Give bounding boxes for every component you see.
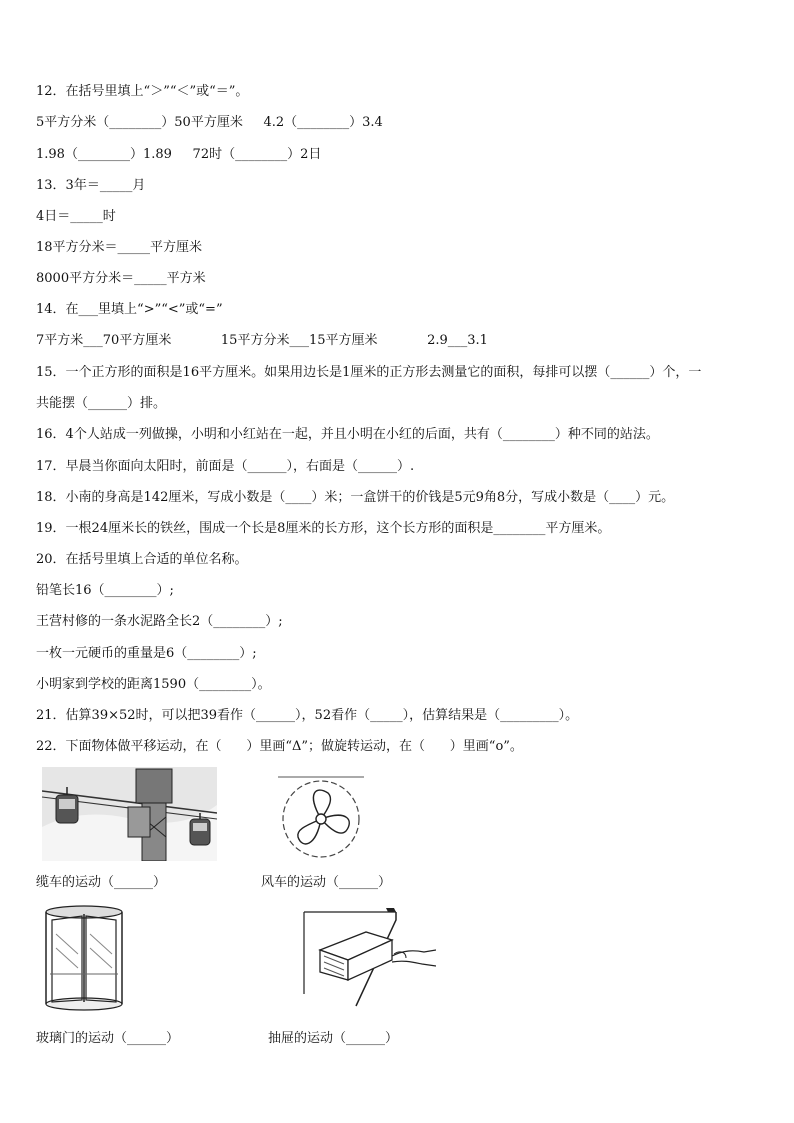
question-line-13b: 18平方分米＝_____平方厘米 [36, 240, 203, 255]
drawer-caption: 抽屉的运动（______） [268, 1031, 399, 1046]
question-line-14: 14．在___里填上“>”“<”或“=” [36, 302, 223, 317]
question-line-15: 15．一个正方形的面积是16平方厘米。如果用边长是1厘米的正方形去测量它的面积，每排可以摆（______）个，一 [36, 365, 702, 380]
question-line-19: 19．一根24厘米长的铁丝，围成一个长是8厘米的长方形，这个长方形的面积是________平方厘米。 [36, 521, 611, 536]
question-line-17: 17．早晨当你面向太阳时，前面是（______），右面是（______）. [36, 459, 415, 474]
question-line-20c: 一枚一元硬币的重量是6（________）; [36, 646, 257, 661]
question-line-12: 12．在括号里填上“＞”“＜”或“＝”。 [36, 84, 249, 99]
glass-door-image [42, 904, 126, 1012]
question-line-13a: 4日＝_____时 [36, 209, 116, 224]
question-line-20: 20．在括号里填上合适的单位名称。 [36, 552, 248, 567]
cable-car-caption: 缆车的运动（______） [36, 875, 167, 890]
glass-door-caption: 玻璃门的运动（______） [36, 1031, 180, 1046]
question-line-21: 21．估算39×52时，可以把39看作（______），52看作（_____），估算结果是（_________）。 [36, 708, 579, 723]
question-line-12b: 1.98（________）1.89 72时（________）2日 [36, 147, 322, 162]
windmill-image [276, 773, 366, 863]
question-line-20d: 小明家到学校的距离1590（________）。 [36, 677, 271, 692]
question-line-12a: 5平方分米（________）50平方厘米 4.2（________）3.4 [36, 115, 383, 130]
drawer-image [296, 906, 436, 1010]
windmill-caption: 风车的运动（______） [261, 875, 392, 890]
question-line-18: 18．小南的身高是142厘米，写成小数是（____）米；一盒饼干的价钱是5元9角8分，写成小数是（____）元。 [36, 490, 675, 505]
question-line-22: 22．下面物体做平移运动，在（ ）里画“Δ”；做旋转运动，在（ ）里画“о”。 [36, 739, 523, 754]
cable-car-image [42, 767, 217, 861]
question-line-20b: 王营村修的一条水泥路全长2（________）; [36, 614, 283, 629]
question-line-13: 13．3年＝_____月 [36, 178, 146, 193]
question-line-13c: 8000平方分米＝_____平方米 [36, 271, 206, 286]
question-line-15b: 共能摆（______）排。 [36, 396, 167, 411]
question-line-16: 16．4个人站成一列做操，小明和小红站在一起，并且小明在小红的后面，共有（________）种不同的站法。 [36, 427, 659, 442]
question-line-20a: 铅笔长16（________）; [36, 583, 174, 598]
question-line-14a: 7平方米___70平方厘米 15平方分米___15平方厘米 2.9___3.1 [36, 333, 488, 348]
